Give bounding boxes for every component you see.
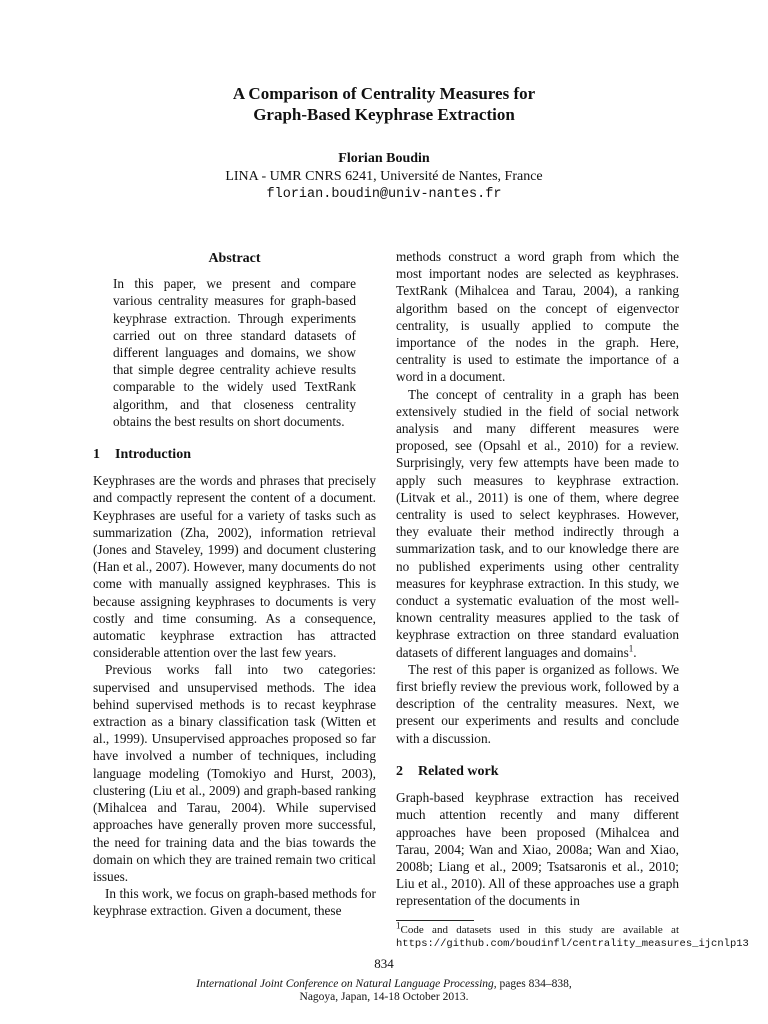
section-title: Introduction — [115, 447, 191, 463]
footnote-marker: 1 — [628, 643, 634, 654]
proceedings-line-1 — [0, 978, 768, 991]
intro-paragraph-3: In this work, we focus on graph-based methods for keyphrase extraction. Given a document, these — [93, 886, 376, 919]
title-line-2: Graph-Based Keyphrase Extraction — [253, 105, 515, 124]
intro-paragraph-1: Keyphrases are the words and phrases that precisely and compactly represent the content of a document. Keyphrases are useful for a variety of tasks such as summarization (Zha, 2002), information retrieval (Jones and Staveley, 1999) and document clustering (Han et al., 2007). However, many documents do not come with manually assigned keyphrases. This is because assigning keyphrases to documents is very costly and time consuming. As a consequence, automatic keyphrase extraction has attracted considerable attention over the last few years. — [93, 473, 376, 661]
intro-paragraph-4-end: . — [633, 644, 637, 660]
paper-title — [0, 83, 768, 125]
right-column — [396, 248, 749, 951]
intro-paragraph-2: Previous works fall into two categories: supervised and unsupervised methods. The idea behind supervised methods is to recast keyphrase extraction as a binary classification task (Witten et al., 1999). Unsupervised approaches proposed so far have involved a number of techniques, including language modeling (Tomokiyo and Hurst, 2003), clustering (Liu et al., 2009) and graph-based ranking (Mihalcea and Tarau, 2004). While supervised approaches have generally proven more successful, the need for training data and the bias towards the domain on which they are trained remain two critical issues. — [93, 662, 376, 884]
intro-paragraph-4 — [396, 386, 679, 661]
related-work-paragraph-1: Graph-based keyphrase extraction has received much attention recently and many different approaches have been proposed (Mihalcea and Tarau, 2004; Wan and Xiao, 2008a; Wan and Xiao, 2008b; Liang et al., 2009; Tsatsaronis et al., 2010; Liu et al., 2010). All of these approaches use a graph representation of the documents in — [396, 790, 679, 909]
intro-paragraph-4-text: The concept of centrality in a graph has been extensively studied in the field of social network analysis and many different measures were proposed, see (Opsahl et al., 2010) for a review. Surprisingly, very few attempts have been made to apply such measures to keyphrase extraction. (Litvak et al., 2011) is one of them, where degree centrality is used to select keyphrases. However, they evaluate their method indirectly through a summarization task, and to our knowledge there are no published experiments using other centrality measures for keyphrase extraction. In this study, we conduct a systematic evaluation of the most well-known centrality measures applied to the task of keyphrase extraction on three standard evaluation datasets of different languages and domains — [396, 386, 679, 660]
intro-paragraph-3-continued: methods construct a word graph from which the most important nodes are selected as keyphrases. TextRank (Mihalcea and Tarau, 2004), a ranking algorithm based on the concept of eigenvector centrality, is usually applied to compute the importance of the nodes in the graph. Here, centrality is used to estimate the importance of a word in a document. — [396, 249, 679, 385]
section-heading-introduction — [93, 446, 376, 463]
proceedings-pages: , pages 834–838, — [493, 978, 572, 990]
section-heading-related-work — [396, 763, 679, 780]
proceedings-venue: International Joint Conference on Natural Language Processing — [196, 978, 494, 990]
intro-paragraph-5: The rest of this paper is organized as follows. We first briefly review the previous work, followed by a description of the centrality measures. Next, we present our experiments and results and conclude with a discussion. — [396, 661, 679, 746]
page-number: 834 — [374, 956, 394, 971]
author-affiliation: LINA - UMR CNRS 6241, Université de Nantes, France — [225, 169, 543, 184]
left-column — [93, 248, 376, 920]
footnote-number: 1 — [396, 919, 401, 930]
author-name: Florian Boudin — [338, 151, 430, 166]
footnote-divider — [396, 920, 474, 921]
proceedings-location: Nagoya, Japan, 14-18 October 2013. — [299, 991, 469, 1003]
abstract-text: In this paper, we present and compare various centrality measures for graph-based keyphrase extraction. Through experiments carried out on three standard datasets of different languages and domains, we show that simple degree centrality achieve results comparable to the widely used TextRank algorithm, and that closeness centrality obtains the best results on short documents. — [113, 276, 356, 429]
footnote-text: Code and datasets used in this study are available at — [400, 923, 679, 936]
footnote — [396, 919, 749, 951]
footnote-url[interactable]: https://github.com/boudinfl/centrality_measures_ijcnlp13 — [396, 937, 749, 950]
section-number: 2 — [396, 763, 403, 779]
title-line-1: A Comparison of Centrality Measures for — [232, 84, 536, 103]
author-email: florian.boudin@univ-nantes.fr — [266, 187, 502, 202]
section-number: 1 — [93, 447, 100, 463]
proceedings-footer — [0, 978, 768, 1004]
abstract-heading: Abstract — [208, 251, 261, 266]
author-block — [0, 150, 768, 204]
section-title: Related work — [418, 763, 499, 779]
